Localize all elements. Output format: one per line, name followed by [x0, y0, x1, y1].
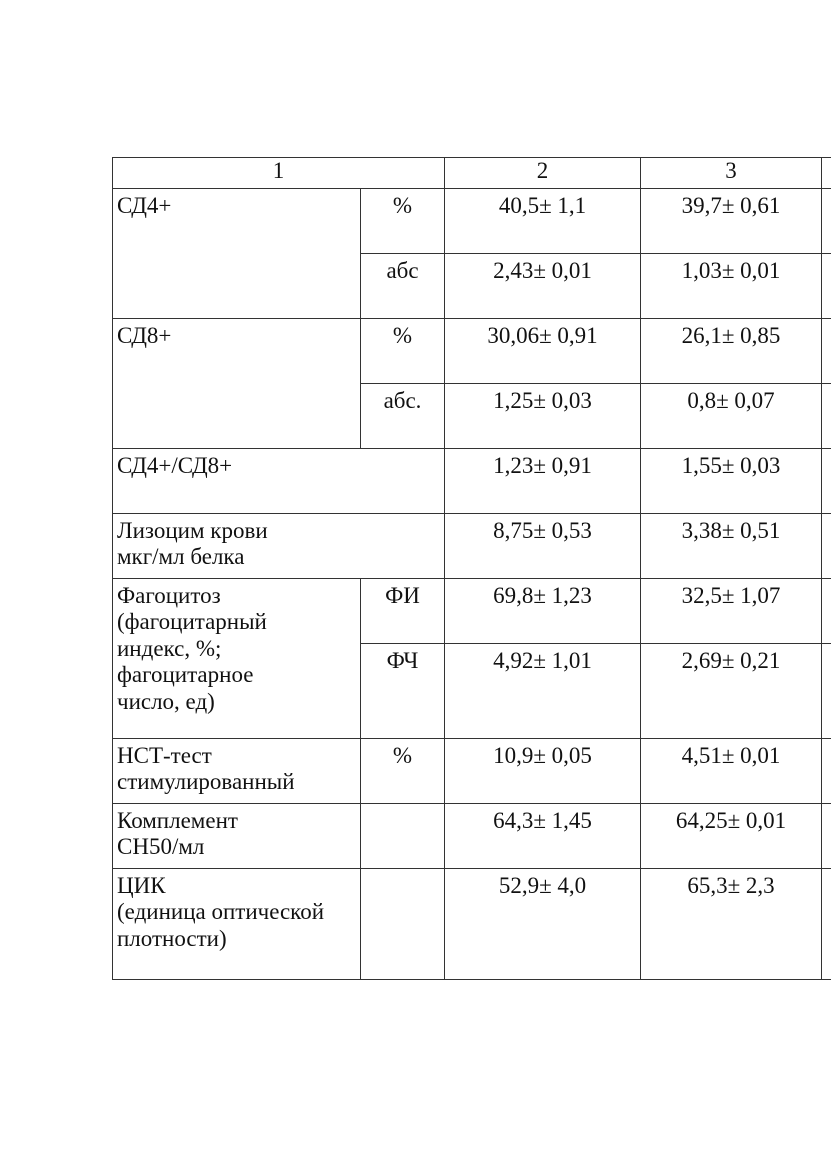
- cut-cell: [822, 579, 831, 644]
- value-cell: 64,3± 1,45: [445, 804, 641, 869]
- unit-cell: %: [361, 319, 445, 384]
- value-cell: 39,7± 0,61: [641, 189, 822, 254]
- cut-cell: [822, 449, 831, 514]
- unit-cell: [361, 804, 445, 869]
- value-cell: 2,43± 0,01: [445, 254, 641, 319]
- label-line: мкг/мл белка: [117, 544, 245, 570]
- unit-cell: абс.: [361, 384, 445, 449]
- value-cell: 52,9± 4,0: [445, 869, 641, 980]
- cut-cell: [822, 319, 831, 384]
- cd4-label: СД4+: [113, 189, 361, 319]
- label-line: Лизоцим крови: [117, 518, 268, 543]
- lysozyme-label: [113, 514, 445, 579]
- cd8-label: СД8+: [113, 319, 361, 449]
- table-row: [113, 514, 831, 579]
- cut-cell: [822, 254, 831, 319]
- header-cell-cut: [822, 158, 831, 189]
- immunology-table: [112, 157, 831, 980]
- label-line: НСТ-тест: [117, 743, 212, 768]
- value-cell: 69,8± 1,23: [445, 579, 641, 644]
- value-cell: 4,92± 1,01: [445, 644, 641, 739]
- complement-label: [113, 804, 361, 869]
- value-cell: 64,25± 0,01: [641, 804, 822, 869]
- phagocytosis-label: [113, 579, 361, 739]
- value-cell: 0,8± 0,07: [641, 384, 822, 449]
- label-line: СН50/мл: [117, 834, 205, 860]
- label-line: фагоцитарное: [117, 662, 254, 688]
- header-cell-2: 2: [445, 158, 641, 189]
- label-line: индекс, %;: [117, 635, 222, 661]
- cut-cell: [822, 189, 831, 254]
- value-cell: 26,1± 0,85: [641, 319, 822, 384]
- unit-cell: %: [361, 739, 445, 804]
- label-line: (фагоцитарный: [117, 609, 267, 635]
- unit-cell: %: [361, 189, 445, 254]
- value-cell: 1,55± 0,03: [641, 449, 822, 514]
- value-cell: 3,38± 0,51: [641, 514, 822, 579]
- cut-cell: [822, 804, 831, 869]
- cut-cell: [822, 644, 831, 739]
- label-line: плотности): [117, 925, 227, 951]
- nst-label: [113, 739, 361, 804]
- value-cell: 8,75± 0,53: [445, 514, 641, 579]
- cut-cell: [822, 739, 831, 804]
- header-cell-1: 1: [113, 158, 445, 189]
- table-row: [113, 319, 831, 384]
- label-line: число, ед): [117, 688, 215, 714]
- cic-label: [113, 869, 361, 980]
- unit-cell: [361, 869, 445, 980]
- value-cell: 40,5± 1,1: [445, 189, 641, 254]
- label-line: стимулированный: [117, 769, 295, 795]
- value-cell: 30,06± 0,91: [445, 319, 641, 384]
- label-line: (единица оптической: [117, 899, 324, 925]
- value-cell: 32,5± 1,07: [641, 579, 822, 644]
- table-row: [113, 869, 831, 980]
- ratio-label: СД4+/СД8+: [113, 449, 445, 514]
- table-row: [113, 449, 831, 514]
- value-cell: 65,3± 2,3: [641, 869, 822, 980]
- value-cell: 10,9± 0,05: [445, 739, 641, 804]
- cut-cell: [822, 384, 831, 449]
- value-cell: 1,25± 0,03: [445, 384, 641, 449]
- label-line: ЦИК: [117, 873, 166, 898]
- table-row: [113, 804, 831, 869]
- unit-cell: ФИ: [361, 579, 445, 644]
- value-cell: 4,51± 0,01: [641, 739, 822, 804]
- unit-cell: ФЧ: [361, 644, 445, 739]
- label-line: Фагоцитоз: [117, 583, 221, 608]
- value-cell: 2,69± 0,21: [641, 644, 822, 739]
- value-cell: 1,23± 0,91: [445, 449, 641, 514]
- header-row: [113, 158, 831, 189]
- cut-cell: [822, 869, 831, 980]
- header-cell-3: 3: [641, 158, 822, 189]
- unit-cell: абс: [361, 254, 445, 319]
- cut-cell: [822, 514, 831, 579]
- value-cell: 1,03± 0,01: [641, 254, 822, 319]
- table-row: [113, 739, 831, 804]
- table-row: [113, 189, 831, 254]
- label-line: Комплемент: [117, 808, 238, 833]
- table-row: [113, 579, 831, 644]
